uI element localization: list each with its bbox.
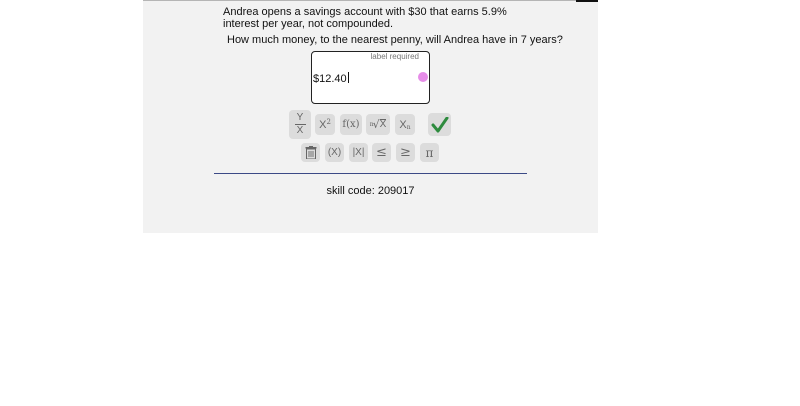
- exponent-power: 2: [326, 117, 331, 126]
- answer-input[interactable]: [311, 51, 430, 104]
- fraction-numerator: Y: [296, 112, 304, 123]
- question-prompt: How much money, to the nearest penny, will Andrea have in 7 years?: [227, 34, 563, 46]
- nth-root-key[interactable]: [366, 114, 390, 135]
- pi-key[interactable]: π: [420, 143, 439, 162]
- subscript-index: n: [406, 123, 411, 131]
- answer-hint: label required: [370, 52, 419, 61]
- exponent-key[interactable]: [315, 114, 335, 135]
- delete-key[interactable]: [301, 143, 320, 162]
- absolute-value-key[interactable]: |X|: [349, 143, 368, 162]
- fraction-denominator: X: [296, 125, 304, 136]
- radical-icon: √: [372, 118, 380, 131]
- top-corner-mark: [576, 0, 598, 2]
- exponent-base: X: [319, 118, 327, 131]
- top-border: [143, 0, 598, 1]
- function-key[interactable]: f(x): [340, 114, 362, 135]
- submit-button[interactable]: [428, 113, 451, 136]
- less-equal-key[interactable]: ≤: [372, 143, 391, 162]
- checkmark-icon: [431, 117, 449, 133]
- root-index: n: [369, 121, 374, 128]
- divider: [214, 173, 527, 174]
- skill-code: skill code: 209017: [326, 185, 415, 197]
- subscript-key[interactable]: [395, 114, 415, 135]
- answer-value: [313, 72, 349, 85]
- root-radicand: X: [379, 119, 387, 130]
- subscript-base: X: [399, 118, 407, 131]
- answer-value-text: $12.40: [313, 73, 347, 85]
- trash-icon: [305, 146, 317, 159]
- fraction-key[interactable]: [289, 110, 311, 139]
- text-cursor: [348, 72, 349, 83]
- parentheses-key[interactable]: (X): [325, 143, 344, 162]
- greater-equal-key[interactable]: ≥: [396, 143, 415, 162]
- question-text: Andrea opens a savings account with $30 that earns 5.9% interest per year, not compounded.: [223, 6, 507, 30]
- voice-input-icon[interactable]: [418, 72, 428, 82]
